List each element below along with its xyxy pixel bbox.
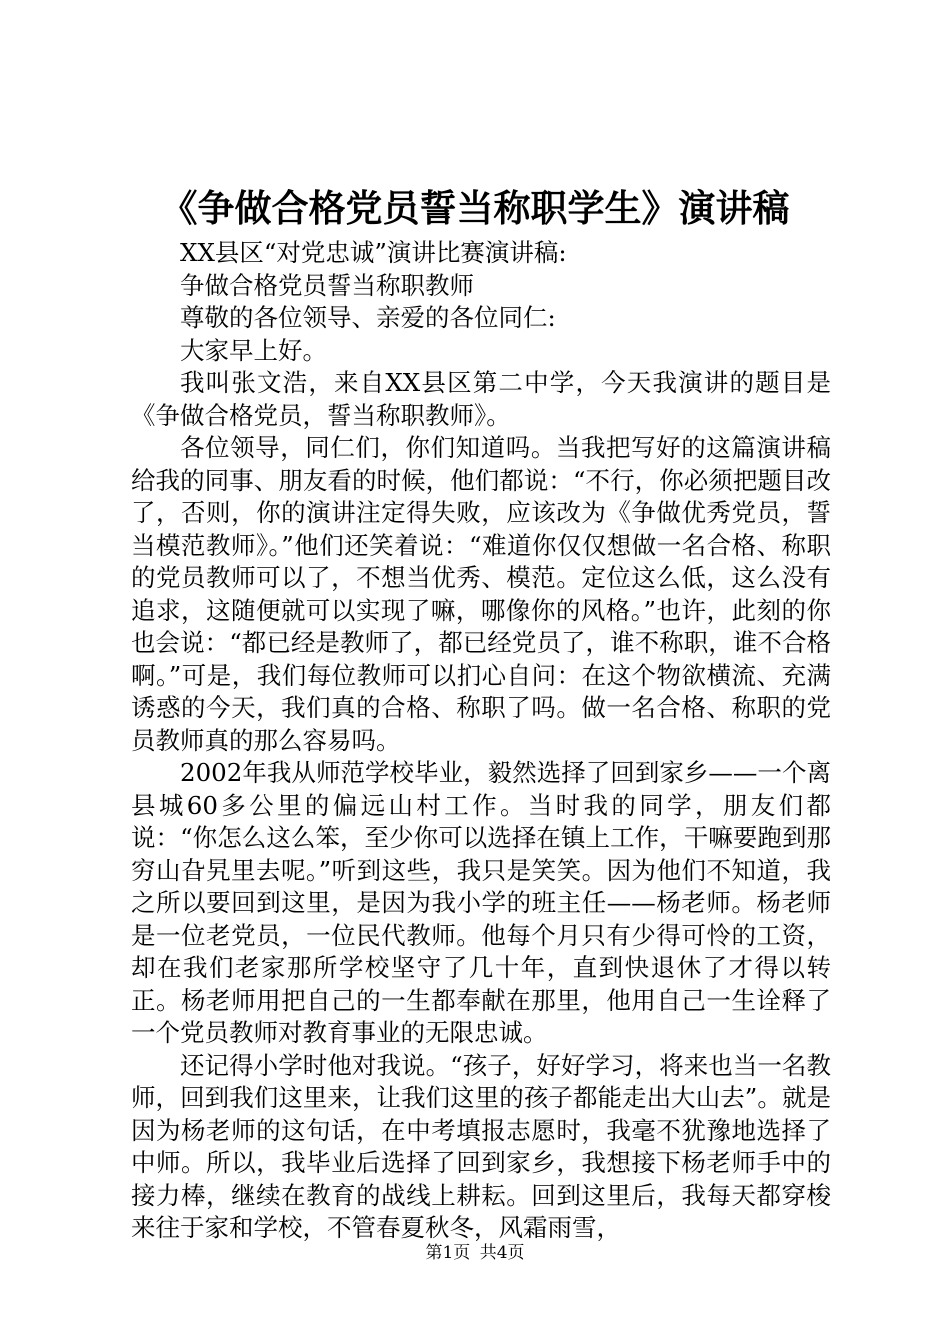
paragraph: XX县区“对党忠诚”演讲比赛演讲稿: [180,238,567,267]
page-number: 第1页 [425,1243,471,1263]
paragraph: 还记得小学时他对我说。“孩子，好好学习，将来也当一名教师，回到我们这里来，让我们这里的孩子都能走出大山去”。就是因为杨老师的这句话，在中考填报志愿时，我毫不犹豫地选择了中师。所以，我毕业后选择了回到家乡，我想接下杨老师手中的接力棒，继续在教育的战线上耕耘。回到这里后，我每天都穿梭来往于家和学校，不管春夏秋冬，风霜雨雪， [131,1050,831,1242]
paragraph: 我叫张文浩，来自XX县区第二中学，今天我演讲的题目是《争做合格党员，誓当称职教师》。 [131,368,831,430]
page-footer [0,1242,950,1264]
paragraph: 大家早上好。 [180,335,327,365]
page-total: 共4页 [479,1243,525,1263]
document-body [131,237,831,1245]
paragraph: 争做合格党员誓当称职教师 [180,270,474,300]
paragraph: 2002年我从师范学校毕业，毅然选择了回到家乡——一个离县城60多公里的偏远山村工作。当时我的同学，朋友们都说：“你怎么这么笨，至少你可以选择在镇上工作，干嘛要跑到那穷山旮旯里去呢。”听到这些，我只是笑笑。因为他们不知道，我之所以要回到这里，是因为我小学的班主任——杨老师。杨老师是一位老党员，一位民代教师。他每个月只有少得可怜的工资，却在我们老家那所学校坚守了几十年，直到快退休了才得以转正。杨老师用把自己的一生都奉献在那里，他用自己一生诠释了一个党员教师对教育事业的无限忠诚。 [131,758,831,1047]
document-title: 《争做合格党员誓当称职学生》演讲稿 [160,186,790,230]
paragraph: 各位领导，同仁们，你们知道吗。当我把写好的这篇演讲稿给我的同事、朋友看的时候，他们都说：“不行，你必须把题目改了，否则，你的演讲注定得失败，应该改为《争做优秀党员，誓当模范教师》。”他们还笑着说：“难道你仅仅想做一名合格、称职的党员教师可以了，不想当优秀、模范。定位这么低，这么没有追求，这随便就可以实现了嘛，哪像你的风格。”也许，此刻的你也会说：“都已经是教师了，都已经党员了，谁不称职，谁不合格啊。”可是，我们每位教师可以扪心自问：在这个物欲横流、充满诱惑的今天，我们真的合格、称职了吗。做一名合格、称职的党员教师真的那么容易吗。 [131,433,831,755]
paragraph: 尊敬的各位领导、亲爱的各位同仁: [180,303,556,332]
